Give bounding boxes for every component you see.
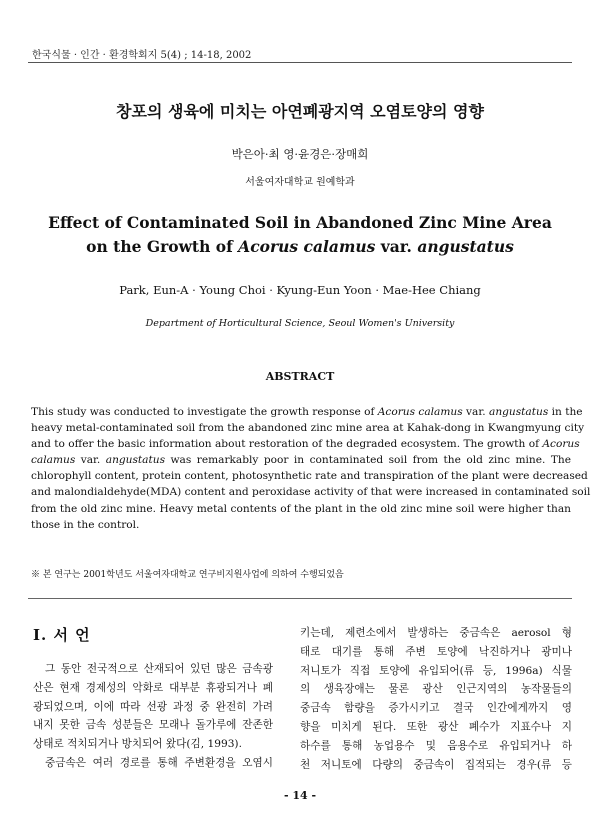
paragraph-line: 산은 현재 경제성의 악화로 대부분 휴광되거나 폐 [33,681,273,694]
paragraph-line: 상태로 적치되거나 방치되어 왔다(김, 1993). [33,738,242,751]
abstract-line: and to offer the basic information about restoration of the degraded ecosystem. The growth of Acorus [31,438,580,451]
abstract-line: heavy metal-contaminated soil from the abandoned zinc mine area at Kahak-dong in Kwangmyung city [31,422,585,435]
paragraph-line: 의 생육장애는 물론 광산 인근지역의 농작물들의 [300,683,572,696]
left-column [33,660,273,773]
paragraph-line: 중금속은 여러 경로를 통해 주변환경을 오염시 [45,756,273,769]
abstract-line: chlorophyll content, protein content, photosynthetic rate and transpiration of the plant were decreased [31,470,588,483]
abstract-line: and malondialdehyde(MDA) content and peroxidase activity of that were increased in contaminated soil [31,486,591,499]
title-prefix: on the Growth of [86,237,239,256]
right-column [300,624,572,774]
paragraph-line: 천 저니토에 다량의 중금속이 집적되는 경우(류 등 [300,758,572,771]
title-variety: angustatus [417,237,514,256]
funding-footnote: ※ 본 연구는 2001학년도 서울여자대학교 연구비지원사업에 의하여 수행되었음 [31,570,344,580]
english-title-line1: Effect of Contaminated Soil in Abandoned Zinc Mine Area [48,213,552,232]
paragraph-line: 광되었으며, 이에 따라 선광 과정 중 완전히 가려 [33,700,273,713]
english-title-line2 [0,235,600,259]
korean-title: 창포의 생육에 미치는 아연폐광지역 오염토양의 영향 [116,102,484,121]
paragraph-line: 태로 대기를 통해 주변 토양에 낙진하거나 광미나 [300,645,572,658]
abstract-body [31,404,591,533]
english-department: Department of Horticultural Science, Seoul Women's University [145,318,455,329]
abstract-line: This study was conducted to investigate the growth response of Acorus calamus var. angustatus in the [31,406,583,418]
paragraph-line: 향을 미치게 된다. 또한 광산 폐수가 지표수나 지 [300,720,572,733]
paragraph-line: 하수를 통해 농업용수 및 음용수로 유입되거나 하 [300,739,572,752]
title-var: var. [375,237,418,256]
abstract-line: those in the control. [31,518,140,531]
paragraph-line: 키는데, 제련소에서 발생하는 중금속은 aerosol 형 [300,627,572,639]
paragraph-line: 그 동안 전국적으로 산재되어 있던 많은 금속광 [45,663,273,675]
page-number: - 14 - [283,789,317,802]
korean-affiliation: 서울여자대학교 원예학과 [245,177,355,188]
footnote-divider [28,598,572,599]
english-title [0,211,600,259]
section-heading-introduction: Ⅰ. 서 언 [33,626,91,644]
journal-citation: 한국식물 · 인간 · 환경학회지 5(4) ; 14-18, 2002 [32,50,252,61]
abstract-line: from the old zinc mine. Heavy metal contents of the plant in the old zinc mine soil were higher than [31,502,571,515]
english-authors: Park, Eun-A · Young Choi · Kyung-Eun Yoon · Mae-Hee Chiang [119,283,481,297]
paragraph-line: 저니토가 직접 토양에 유입되어(류 등, 1996a) 식물 [300,664,572,677]
abstract-heading: ABSTRACT [265,370,335,383]
header-divider [28,62,572,63]
abstract-line: calamus var. angustatus was remarkably poor in contaminated soil from the old zinc mine. The [31,454,571,467]
korean-authors: 박은아·최 영·윤경은·장매희 [231,147,369,161]
paragraph-line: 중금속 함량을 증가시키고 결국 인간에게까지 영 [300,702,572,715]
title-species: Acorus calamus [238,237,376,256]
paragraph-line: 내지 못한 금속 성분들은 모래나 돌가루에 잔존한 [33,719,273,732]
